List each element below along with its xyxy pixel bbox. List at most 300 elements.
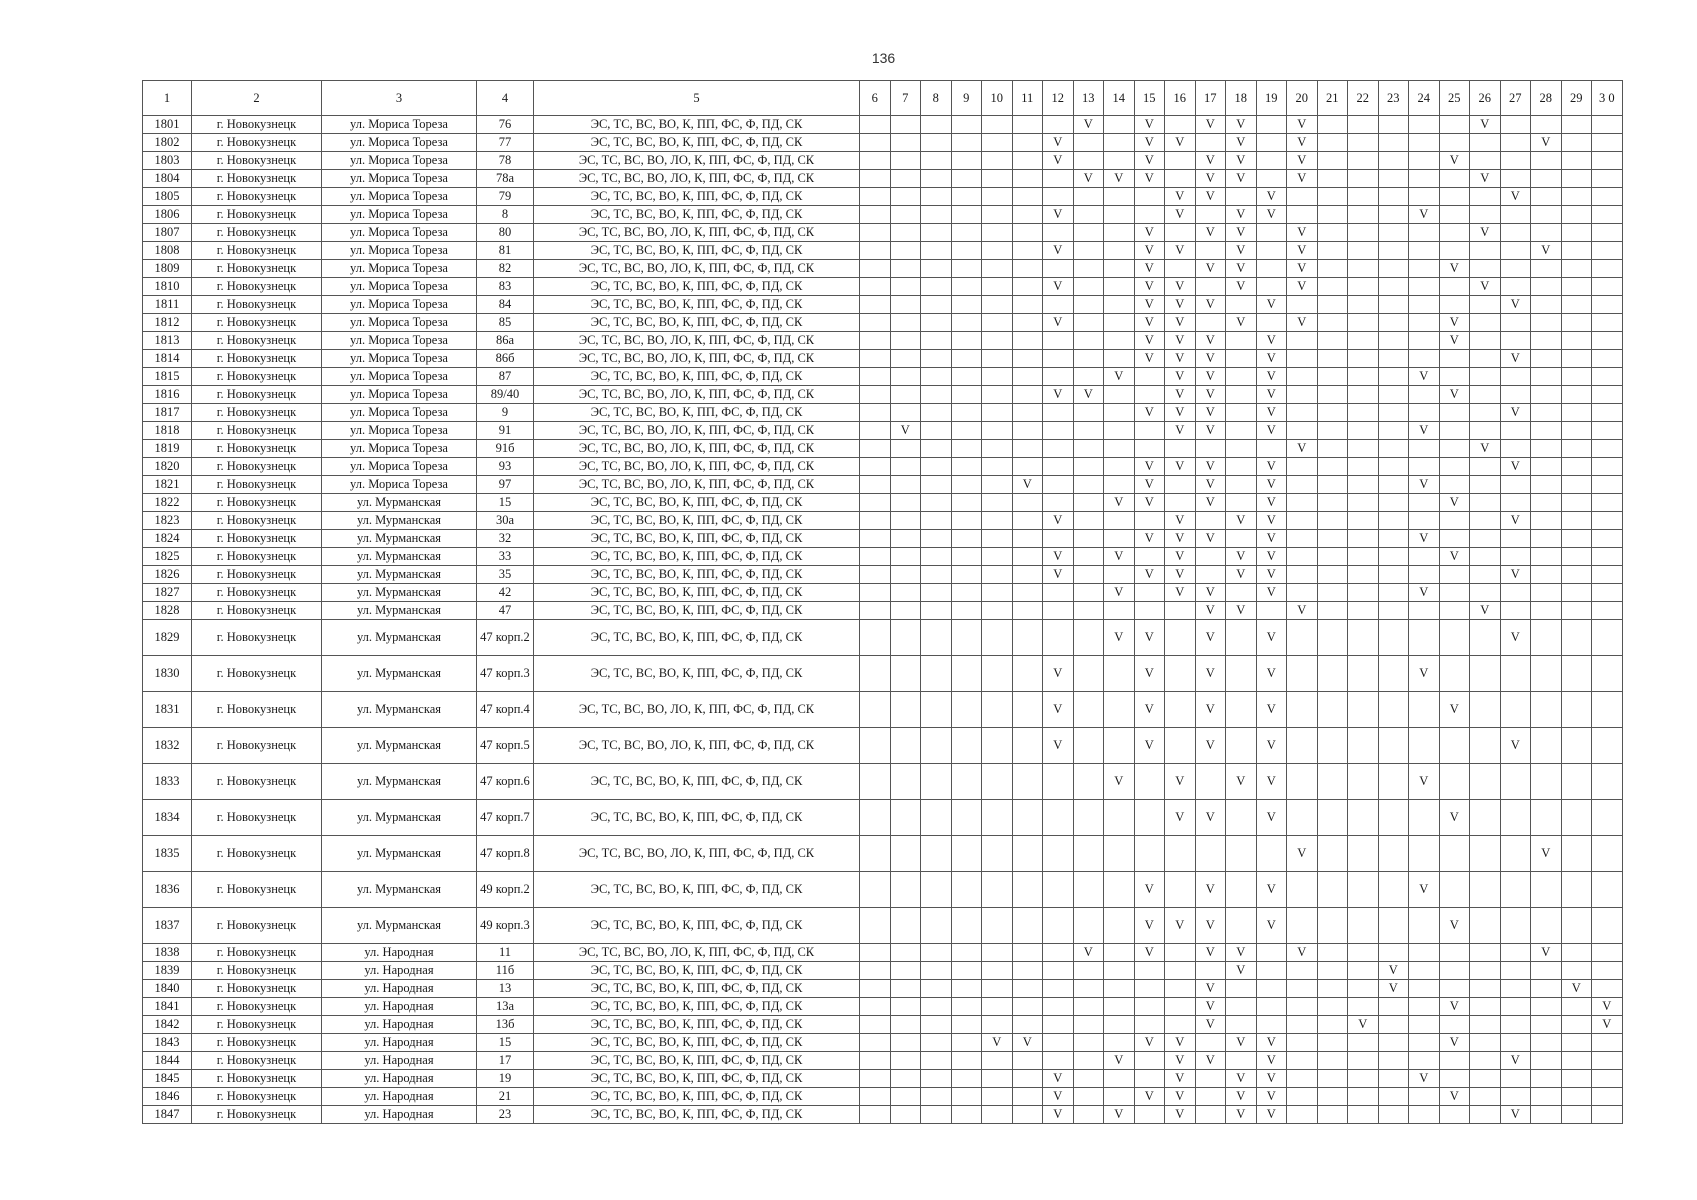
street-cell: ул. Мурманская	[322, 548, 477, 566]
mark-cell-col-11	[1012, 1088, 1043, 1106]
mark-cell-col-27: V	[1500, 566, 1531, 584]
mark-cell-col-18	[1226, 998, 1257, 1016]
mark-cell-col-19	[1256, 440, 1287, 458]
mark-cell-col-22	[1348, 494, 1379, 512]
mark-cell-col-12	[1043, 1034, 1074, 1052]
mark-cell-col-11	[1012, 242, 1043, 260]
mark-cell-col-18: V	[1226, 242, 1257, 260]
mark-cell-col-8	[921, 242, 952, 260]
street-cell: ул. Народная	[322, 980, 477, 998]
mark-cell-col-13	[1073, 458, 1104, 476]
mark-cell-col-24: V	[1409, 656, 1440, 692]
mark-cell-col-8	[921, 296, 952, 314]
mark-cell-col-12: V	[1043, 242, 1074, 260]
street-cell: ул. Мурманская	[322, 692, 477, 728]
mark-cell-col-15	[1134, 368, 1165, 386]
mark-cell-col-11	[1012, 386, 1043, 404]
mark-cell-col-22	[1348, 962, 1379, 980]
services-cell: ЭС, ТС, ВС, ВО, К, ПП, ФС, Ф, ПД, СК	[534, 188, 860, 206]
mark-cell-col-18	[1226, 1016, 1257, 1034]
mark-cell-col-26	[1470, 404, 1501, 422]
mark-cell-col-7	[890, 458, 921, 476]
mark-cell-col-19: V	[1256, 458, 1287, 476]
mark-cell-col-10	[982, 656, 1013, 692]
mark-cell-col-18	[1226, 584, 1257, 602]
services-cell: ЭС, ТС, ВС, ВО, К, ПП, ФС, Ф, ПД, СК	[534, 1052, 860, 1070]
mark-cell-col-13	[1073, 368, 1104, 386]
mark-cell-col-22	[1348, 908, 1379, 944]
mark-cell-col-25	[1439, 1052, 1470, 1070]
mark-cell-col-21	[1317, 1106, 1348, 1124]
mark-cell-col-26: V	[1470, 278, 1501, 296]
mark-cell-col-21	[1317, 548, 1348, 566]
mark-cell-col-21	[1317, 260, 1348, 278]
street-cell: ул. Народная	[322, 1106, 477, 1124]
mark-cell-col-28	[1531, 422, 1562, 440]
mark-cell-col-29	[1561, 278, 1592, 296]
mark-cell-col-25	[1439, 764, 1470, 800]
mark-cell-col-16	[1165, 152, 1196, 170]
mark-cell-col-22	[1348, 728, 1379, 764]
mark-cell-col-19: V	[1256, 188, 1287, 206]
house-cell: 13б	[477, 1016, 534, 1034]
mark-cell-col-8	[921, 548, 952, 566]
mark-cell-col-21	[1317, 764, 1348, 800]
mark-cell-col-6	[860, 584, 891, 602]
mark-cell-col-30	[1592, 1070, 1623, 1088]
house-cell: 15	[477, 494, 534, 512]
services-cell: ЭС, ТС, ВС, ВО, К, ПП, ФС, Ф, ПД, СК	[534, 908, 860, 944]
mark-cell-col-11	[1012, 512, 1043, 530]
street-cell: ул. Народная	[322, 1034, 477, 1052]
street-cell: ул. Народная	[322, 1070, 477, 1088]
city-cell: г. Новокузнецк	[192, 512, 322, 530]
mark-cell-col-30	[1592, 188, 1623, 206]
mark-cell-col-16: V	[1165, 296, 1196, 314]
mark-cell-col-29	[1561, 872, 1592, 908]
mark-cell-col-27	[1500, 1070, 1531, 1088]
mark-cell-col-7	[890, 188, 921, 206]
mark-cell-col-12: V	[1043, 152, 1074, 170]
mark-cell-col-7	[890, 908, 921, 944]
mark-cell-col-27	[1500, 242, 1531, 260]
mark-cell-col-8	[921, 800, 952, 836]
mark-cell-col-10	[982, 566, 1013, 584]
mark-cell-col-8	[921, 908, 952, 944]
mark-cell-col-13	[1073, 620, 1104, 656]
mark-cell-col-10	[982, 512, 1013, 530]
mark-cell-col-6	[860, 908, 891, 944]
mark-cell-col-6	[860, 1034, 891, 1052]
mark-cell-col-11	[1012, 962, 1043, 980]
mark-cell-col-17: V	[1195, 530, 1226, 548]
mark-cell-col-22	[1348, 440, 1379, 458]
mark-cell-col-28: V	[1531, 242, 1562, 260]
mark-cell-col-19: V	[1256, 494, 1287, 512]
mark-cell-col-17: V	[1195, 404, 1226, 422]
street-cell: ул. Мурманская	[322, 656, 477, 692]
mark-cell-col-30	[1592, 494, 1623, 512]
services-cell: ЭС, ТС, ВС, ВО, К, ПП, ФС, Ф, ПД, СК	[534, 512, 860, 530]
mark-cell-col-13	[1073, 800, 1104, 836]
mark-cell-col-14	[1104, 602, 1135, 620]
mark-cell-col-19	[1256, 962, 1287, 980]
row-number: 1833	[143, 764, 192, 800]
mark-cell-col-26	[1470, 1088, 1501, 1106]
mark-cell-col-19: V	[1256, 656, 1287, 692]
mark-cell-col-21	[1317, 872, 1348, 908]
mark-cell-col-25	[1439, 296, 1470, 314]
mark-cell-col-22	[1348, 584, 1379, 602]
mark-cell-col-21	[1317, 566, 1348, 584]
column-header-10: 10	[982, 81, 1013, 116]
mark-cell-col-9	[951, 836, 982, 872]
mark-cell-col-16	[1165, 170, 1196, 188]
mark-cell-col-29	[1561, 1088, 1592, 1106]
column-header-28: 28	[1531, 81, 1562, 116]
street-cell: ул. Мурманская	[322, 872, 477, 908]
mark-cell-col-23	[1378, 602, 1409, 620]
mark-cell-col-7	[890, 1034, 921, 1052]
mark-cell-col-15: V	[1134, 296, 1165, 314]
mark-cell-col-13	[1073, 1016, 1104, 1034]
mark-cell-col-9	[951, 620, 982, 656]
mark-cell-col-17: V	[1195, 350, 1226, 368]
table-row	[143, 1088, 1623, 1106]
mark-cell-col-30	[1592, 458, 1623, 476]
mark-cell-col-8	[921, 314, 952, 332]
mark-cell-col-15: V	[1134, 620, 1165, 656]
mark-cell-col-8	[921, 1088, 952, 1106]
mark-cell-col-12	[1043, 170, 1074, 188]
mark-cell-col-22	[1348, 836, 1379, 872]
mark-cell-col-30	[1592, 404, 1623, 422]
street-cell: ул. Мориса Тореза	[322, 440, 477, 458]
mark-cell-col-26	[1470, 1070, 1501, 1088]
mark-cell-col-29	[1561, 242, 1592, 260]
mark-cell-col-8	[921, 1106, 952, 1124]
house-cell: 13	[477, 980, 534, 998]
mark-cell-col-9	[951, 566, 982, 584]
mark-cell-col-8	[921, 656, 952, 692]
mark-cell-col-13	[1073, 134, 1104, 152]
mark-cell-col-16: V	[1165, 242, 1196, 260]
mark-cell-col-10	[982, 872, 1013, 908]
mark-cell-col-11	[1012, 872, 1043, 908]
mark-cell-col-24	[1409, 1052, 1440, 1070]
city-cell: г. Новокузнецк	[192, 278, 322, 296]
mark-cell-col-11	[1012, 224, 1043, 242]
column-header-5: 5	[534, 81, 860, 116]
mark-cell-col-29	[1561, 584, 1592, 602]
table-row	[143, 980, 1623, 998]
mark-cell-col-29	[1561, 152, 1592, 170]
mark-cell-col-24	[1409, 152, 1440, 170]
mark-cell-col-14	[1104, 458, 1135, 476]
mark-cell-col-29	[1561, 530, 1592, 548]
mark-cell-col-8	[921, 188, 952, 206]
services-cell: ЭС, ТС, ВС, ВО, К, ПП, ФС, Ф, ПД, СК	[534, 602, 860, 620]
table-row	[143, 836, 1623, 872]
mark-cell-col-21	[1317, 692, 1348, 728]
mark-cell-col-23	[1378, 530, 1409, 548]
mark-cell-col-11	[1012, 530, 1043, 548]
mark-cell-col-20	[1287, 1016, 1318, 1034]
table-row	[143, 422, 1623, 440]
mark-cell-col-26	[1470, 296, 1501, 314]
mark-cell-col-17: V	[1195, 224, 1226, 242]
mark-cell-col-24	[1409, 728, 1440, 764]
mark-cell-col-19	[1256, 242, 1287, 260]
mark-cell-col-17	[1195, 440, 1226, 458]
mark-cell-col-6	[860, 998, 891, 1016]
table-row	[143, 314, 1623, 332]
services-cell: ЭС, ТС, ВС, ВО, К, ПП, ФС, Ф, ПД, СК	[534, 314, 860, 332]
mark-cell-col-21	[1317, 998, 1348, 1016]
mark-cell-col-7	[890, 656, 921, 692]
mark-cell-col-12: V	[1043, 1088, 1074, 1106]
mark-cell-col-19: V	[1256, 422, 1287, 440]
mark-cell-col-28	[1531, 692, 1562, 728]
mark-cell-col-8	[921, 332, 952, 350]
mark-cell-col-28	[1531, 1052, 1562, 1070]
mark-cell-col-17	[1195, 962, 1226, 980]
mark-cell-col-12	[1043, 494, 1074, 512]
mark-cell-col-20: V	[1287, 134, 1318, 152]
mark-cell-col-6	[860, 494, 891, 512]
street-cell: ул. Мориса Тореза	[322, 458, 477, 476]
mark-cell-col-28	[1531, 1034, 1562, 1052]
mark-cell-col-27	[1500, 368, 1531, 386]
mark-cell-col-27	[1500, 152, 1531, 170]
mark-cell-col-18	[1226, 188, 1257, 206]
street-cell: ул. Мориса Тореза	[322, 224, 477, 242]
mark-cell-col-6	[860, 944, 891, 962]
services-cell: ЭС, ТС, ВС, ВО, ЛО, К, ПП, ФС, Ф, ПД, СК	[534, 728, 860, 764]
mark-cell-col-15	[1134, 980, 1165, 998]
mark-cell-col-13	[1073, 962, 1104, 980]
mark-cell-col-17	[1195, 836, 1226, 872]
mark-cell-col-21	[1317, 242, 1348, 260]
mark-cell-col-25	[1439, 872, 1470, 908]
mark-cell-col-11	[1012, 278, 1043, 296]
row-number: 1830	[143, 656, 192, 692]
mark-cell-col-15: V	[1134, 278, 1165, 296]
mark-cell-col-7	[890, 152, 921, 170]
column-header-15: 15	[1134, 81, 1165, 116]
mark-cell-col-7: V	[890, 422, 921, 440]
mark-cell-col-9	[951, 386, 982, 404]
mark-cell-col-26	[1470, 530, 1501, 548]
mark-cell-col-26	[1470, 620, 1501, 656]
mark-cell-col-10	[982, 548, 1013, 566]
mark-cell-col-21	[1317, 620, 1348, 656]
mark-cell-col-11	[1012, 908, 1043, 944]
street-cell: ул. Мурманская	[322, 800, 477, 836]
table-row	[143, 908, 1623, 944]
mark-cell-col-14	[1104, 350, 1135, 368]
mark-cell-col-24	[1409, 944, 1440, 962]
mark-cell-col-12	[1043, 872, 1074, 908]
house-cell: 79	[477, 188, 534, 206]
mark-cell-col-9	[951, 962, 982, 980]
city-cell: г. Новокузнецк	[192, 1106, 322, 1124]
row-number: 1801	[143, 116, 192, 134]
mark-cell-col-10	[982, 404, 1013, 422]
mark-cell-col-23	[1378, 836, 1409, 872]
mark-cell-col-25	[1439, 1016, 1470, 1034]
mark-cell-col-26	[1470, 476, 1501, 494]
mark-cell-col-7	[890, 170, 921, 188]
mark-cell-col-28	[1531, 350, 1562, 368]
mark-cell-col-27	[1500, 278, 1531, 296]
services-cell: ЭС, ТС, ВС, ВО, ЛО, К, ПП, ФС, Ф, ПД, СК	[534, 476, 860, 494]
mark-cell-col-17	[1195, 764, 1226, 800]
mark-cell-col-20: V	[1287, 314, 1318, 332]
mark-cell-col-14: V	[1104, 584, 1135, 602]
mark-cell-col-16	[1165, 260, 1196, 278]
mark-cell-col-27: V	[1500, 728, 1531, 764]
mark-cell-col-19	[1256, 134, 1287, 152]
mark-cell-col-11	[1012, 206, 1043, 224]
mark-cell-col-6	[860, 116, 891, 134]
mark-cell-col-16	[1165, 620, 1196, 656]
mark-cell-col-23	[1378, 368, 1409, 386]
city-cell: г. Новокузнецк	[192, 404, 322, 422]
mark-cell-col-8	[921, 962, 952, 980]
city-cell: г. Новокузнецк	[192, 548, 322, 566]
column-header-22: 22	[1348, 81, 1379, 116]
mark-cell-col-6	[860, 242, 891, 260]
mark-cell-col-16: V	[1165, 1052, 1196, 1070]
mark-cell-col-29	[1561, 962, 1592, 980]
city-cell: г. Новокузнецк	[192, 368, 322, 386]
mark-cell-col-24	[1409, 1016, 1440, 1034]
table-row	[143, 1016, 1623, 1034]
row-number: 1806	[143, 206, 192, 224]
table-row	[143, 152, 1623, 170]
table-row	[143, 1106, 1623, 1124]
mark-cell-col-20	[1287, 296, 1318, 314]
row-number: 1815	[143, 368, 192, 386]
mark-cell-col-16	[1165, 476, 1196, 494]
column-header-12: 12	[1043, 81, 1074, 116]
mark-cell-col-22	[1348, 332, 1379, 350]
mark-cell-col-21	[1317, 152, 1348, 170]
mark-cell-col-15: V	[1134, 116, 1165, 134]
mark-cell-col-25	[1439, 422, 1470, 440]
mark-cell-col-7	[890, 512, 921, 530]
row-number: 1846	[143, 1088, 192, 1106]
services-cell: ЭС, ТС, ВС, ВО, К, ПП, ФС, Ф, ПД, СК	[534, 980, 860, 998]
mark-cell-col-18	[1226, 656, 1257, 692]
mark-cell-col-14: V	[1104, 368, 1135, 386]
mark-cell-col-22	[1348, 530, 1379, 548]
table-row	[143, 278, 1623, 296]
mark-cell-col-11	[1012, 368, 1043, 386]
mark-cell-col-8	[921, 404, 952, 422]
mark-cell-col-20	[1287, 656, 1318, 692]
street-cell: ул. Мурманская	[322, 494, 477, 512]
mark-cell-col-25	[1439, 404, 1470, 422]
mark-cell-col-17: V	[1195, 1016, 1226, 1034]
mark-cell-col-28	[1531, 980, 1562, 998]
mark-cell-col-13	[1073, 1052, 1104, 1070]
mark-cell-col-17	[1195, 278, 1226, 296]
mark-cell-col-29	[1561, 404, 1592, 422]
mark-cell-col-27	[1500, 332, 1531, 350]
mark-cell-col-14	[1104, 980, 1135, 998]
mark-cell-col-23	[1378, 764, 1409, 800]
mark-cell-col-22	[1348, 566, 1379, 584]
mark-cell-col-15: V	[1134, 872, 1165, 908]
mark-cell-col-20	[1287, 980, 1318, 998]
mark-cell-col-14	[1104, 656, 1135, 692]
mark-cell-col-26	[1470, 728, 1501, 764]
mark-cell-col-16: V	[1165, 1070, 1196, 1088]
mark-cell-col-9	[951, 692, 982, 728]
table-row	[143, 656, 1623, 692]
mark-cell-col-13	[1073, 998, 1104, 1016]
mark-cell-col-23	[1378, 386, 1409, 404]
mark-cell-col-14: V	[1104, 764, 1135, 800]
mark-cell-col-9	[951, 998, 982, 1016]
mark-cell-col-6	[860, 134, 891, 152]
mark-cell-col-9	[951, 188, 982, 206]
mark-cell-col-16	[1165, 872, 1196, 908]
street-cell: ул. Народная	[322, 962, 477, 980]
mark-cell-col-16	[1165, 944, 1196, 962]
mark-cell-col-16: V	[1165, 458, 1196, 476]
mark-cell-col-16: V	[1165, 422, 1196, 440]
mark-cell-col-29	[1561, 368, 1592, 386]
mark-cell-col-27	[1500, 602, 1531, 620]
mark-cell-col-29	[1561, 800, 1592, 836]
mark-cell-col-10	[982, 134, 1013, 152]
mark-cell-col-12: V	[1043, 692, 1074, 728]
mark-cell-col-28	[1531, 332, 1562, 350]
mark-cell-col-29	[1561, 764, 1592, 800]
mark-cell-col-30	[1592, 962, 1623, 980]
mark-cell-col-30	[1592, 116, 1623, 134]
table-row	[143, 512, 1623, 530]
mark-cell-col-20	[1287, 620, 1318, 656]
mark-cell-col-6	[860, 260, 891, 278]
mark-cell-col-21	[1317, 962, 1348, 980]
row-number: 1840	[143, 980, 192, 998]
mark-cell-col-12: V	[1043, 512, 1074, 530]
city-cell: г. Новокузнецк	[192, 188, 322, 206]
mark-cell-col-27	[1500, 764, 1531, 800]
mark-cell-col-19	[1256, 602, 1287, 620]
table-row	[143, 332, 1623, 350]
mark-cell-col-20: V	[1287, 116, 1318, 134]
mark-cell-col-26	[1470, 206, 1501, 224]
mark-cell-col-29	[1561, 620, 1592, 656]
mark-cell-col-19: V	[1256, 296, 1287, 314]
mark-cell-col-21	[1317, 314, 1348, 332]
mark-cell-col-17	[1195, 206, 1226, 224]
services-cell: ЭС, ТС, ВС, ВО, ЛО, К, ПП, ФС, Ф, ПД, СК	[534, 836, 860, 872]
mark-cell-col-29	[1561, 260, 1592, 278]
mark-cell-col-29	[1561, 908, 1592, 944]
services-cell: ЭС, ТС, ВС, ВО, ЛО, К, ПП, ФС, Ф, ПД, СК	[534, 440, 860, 458]
mark-cell-col-9	[951, 314, 982, 332]
mark-cell-col-17: V	[1195, 476, 1226, 494]
mark-cell-col-22	[1348, 188, 1379, 206]
mark-cell-col-7	[890, 872, 921, 908]
mark-cell-col-11	[1012, 134, 1043, 152]
